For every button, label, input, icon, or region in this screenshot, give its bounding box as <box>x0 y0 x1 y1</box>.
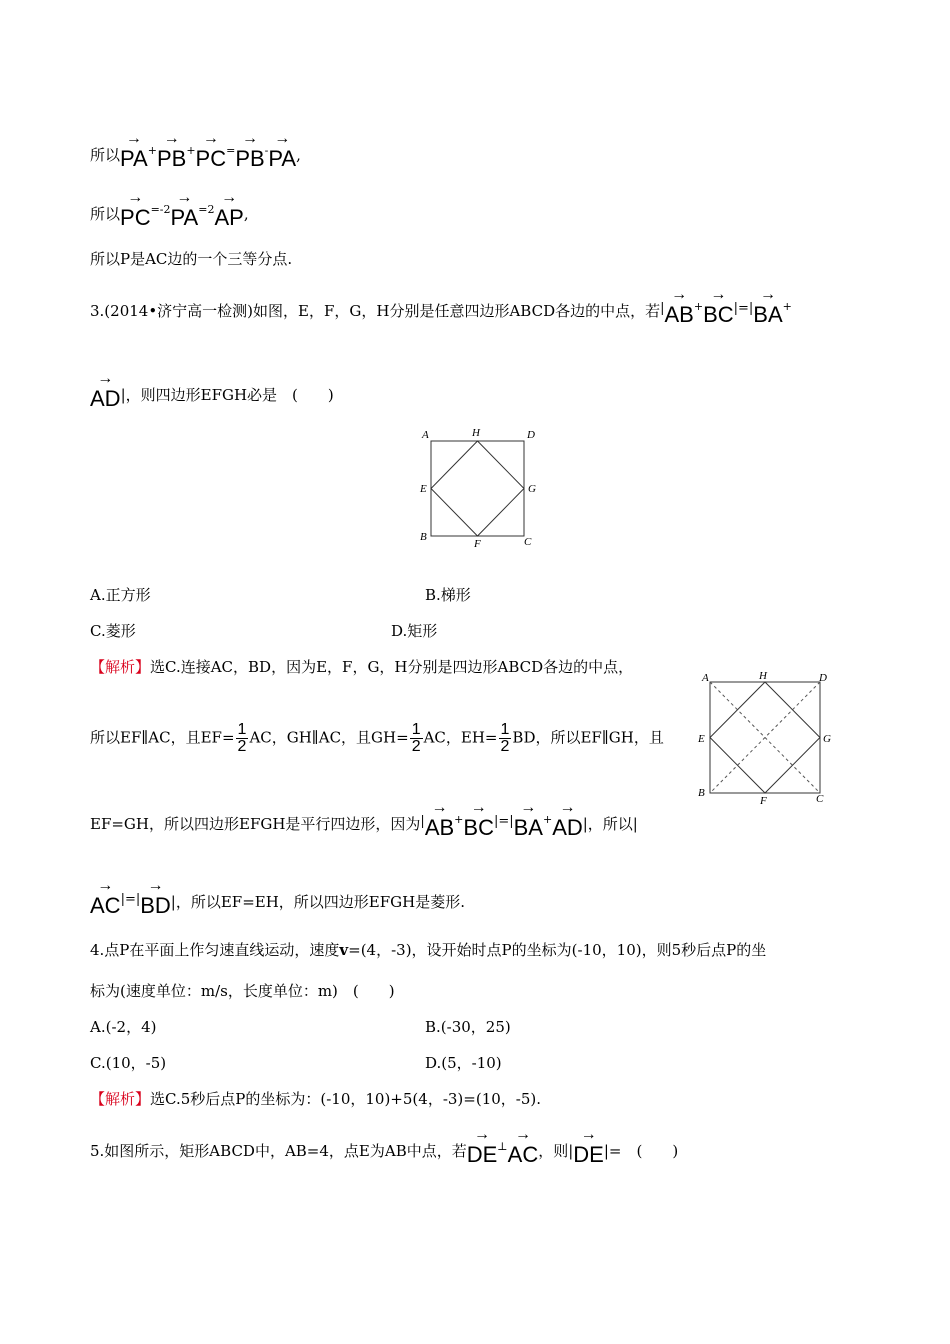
vector-ba: → BA <box>514 816 543 840</box>
inner-rhombus <box>431 441 524 536</box>
label-e: E <box>698 733 705 745</box>
question-3-line-2 <box>90 384 334 411</box>
text: 所以EF∥AC，且EF= <box>90 728 235 747</box>
label-c: C <box>816 793 824 805</box>
label-h: H <box>472 427 480 439</box>
abs-bar: | <box>420 814 425 829</box>
label-g: G <box>528 483 536 495</box>
text-line-1 <box>90 140 301 171</box>
vector-pb: → PB <box>235 147 264 171</box>
solution-tag: 【解析】 <box>90 1090 151 1108</box>
fraction-numerator: 1 <box>237 721 247 738</box>
option-d: D.矩形 <box>391 622 438 640</box>
text: AC，GH∥AC，且GH= <box>249 728 409 747</box>
solution-3-line-4 <box>90 889 465 918</box>
vector-de: → DE <box>573 1143 604 1167</box>
text: AC，EH= <box>423 728 498 747</box>
vector-pc: → PC <box>196 147 227 171</box>
fraction-numerator: 1 <box>411 721 421 738</box>
text: |= ( ) <box>603 1142 679 1160</box>
text: 选C.连接AC，BD，因为E，F，G，H分别是四边形ABCD各边的中点， <box>150 658 634 676</box>
label-g: G <box>823 733 831 745</box>
vector-ab: → AB <box>665 303 694 327</box>
label-a: A <box>702 672 709 684</box>
fraction-half <box>499 722 512 755</box>
vector-pa: → PA <box>120 147 148 171</box>
fraction-denominator: 2 <box>500 738 510 755</box>
text: 所以 <box>90 146 121 164</box>
solution-tag: 【解析】 <box>90 658 151 676</box>
text: , <box>296 146 301 164</box>
label-c: C <box>524 536 532 548</box>
label-h: H <box>759 670 767 682</box>
vector-ac: → AC <box>90 894 121 918</box>
fraction-denominator: 2 <box>411 738 421 755</box>
operator: + <box>782 300 792 313</box>
option-c: C.(10，-5) <box>90 1054 167 1072</box>
text: 5.如图所示，矩形ABCD中，AB=4，点E为AB中点，若 <box>90 1142 467 1160</box>
operator: + <box>147 144 157 157</box>
vector-bc: → BC <box>463 816 494 840</box>
vector-pa: → PA <box>171 206 199 230</box>
operator: = <box>226 144 236 157</box>
text: |，所以| <box>582 815 638 833</box>
velocity-symbol: v <box>339 941 349 959</box>
quadrilateral-figure <box>418 424 540 550</box>
fraction-numerator: 1 <box>500 721 510 738</box>
question-3-line-1 <box>90 296 792 327</box>
label-e: E <box>420 483 427 495</box>
abs-eq: |=| <box>733 301 754 316</box>
operator: - <box>264 144 269 157</box>
vector-ba: → BA <box>753 303 782 327</box>
abs-eq: |=| <box>120 892 141 907</box>
outer-rectangle <box>431 441 524 536</box>
text: =(4，-3)，设开始时点P的坐标为(-10，10)，则5秒后点P的坐 <box>348 941 767 959</box>
text: 所以 <box>90 205 121 223</box>
fraction-half <box>410 722 423 755</box>
question-4-line-1 <box>90 939 766 961</box>
label-d: D <box>527 429 535 441</box>
option-b: B.梯形 <box>425 586 471 604</box>
option-d: D.(5，-10) <box>425 1054 502 1072</box>
operator: + <box>186 144 196 157</box>
text-line-2 <box>90 199 249 230</box>
fraction-half <box>236 722 249 755</box>
label-f: F <box>760 795 767 807</box>
option-a: A.正方形 <box>90 586 151 604</box>
operator: =2 <box>198 203 215 216</box>
label-f: F <box>474 538 481 550</box>
operator: =-2 <box>150 203 171 216</box>
text: |，则四边形EFGH必是 ( ) <box>120 386 334 404</box>
fraction-denominator: 2 <box>237 738 247 755</box>
option-a: A.(-2，4) <box>90 1018 157 1036</box>
abs-bar: | <box>660 301 665 316</box>
option-b: B.(-30，25) <box>425 1018 511 1036</box>
vector-pb: → PB <box>157 147 186 171</box>
text: 3.(2014•济宁高一检测)如图，E，F，G，H分别是任意四边形ABCD各边的中点，若 <box>90 302 661 320</box>
option-c: C.菱形 <box>90 622 136 640</box>
solution-4 <box>90 1088 541 1110</box>
text: , <box>243 205 249 223</box>
solution-3-line-1 <box>90 656 633 678</box>
label-b: B <box>698 787 705 799</box>
question-5-line-1 <box>90 1136 678 1167</box>
vector-pa: → PA <box>268 147 296 171</box>
vector-bd: → BD <box>140 894 171 918</box>
text: BD，所以EF∥GH，且 <box>512 728 664 747</box>
solution-figure <box>694 668 844 810</box>
operator: + <box>693 300 704 313</box>
label-a: A <box>422 429 429 441</box>
text: 选C.5秒后点P的坐标为：(-10，10)+5(4，-3)=(10，-5). <box>150 1090 542 1108</box>
vector-pc: → PC <box>120 206 151 230</box>
vector-ad: → AD <box>552 816 583 840</box>
vector-bc: → BC <box>703 303 734 327</box>
text: ，则| <box>538 1142 574 1160</box>
vector-ap: → AP <box>214 206 243 230</box>
text: 4.点P在平面上作匀速直线运动，速度 <box>90 941 340 959</box>
vector-ad: → AD <box>90 387 121 411</box>
question-4-line-2: 标为(速度单位：m/s，长度单位：m) ( ) <box>90 982 395 1000</box>
vector-ab: → AB <box>425 816 454 840</box>
text-line-3: 所以P是AC边的一个三等分点. <box>90 250 293 268</box>
text: EF=GH，所以四边形EFGH是平行四边形，因为 <box>90 815 421 833</box>
vector-ac: → AC <box>508 1143 539 1167</box>
abs-eq: |=| <box>493 814 514 829</box>
solution-3-line-3 <box>90 809 638 840</box>
vector-de: → DE <box>467 1143 498 1167</box>
operator: + <box>454 813 464 826</box>
text: |，所以EF=EH，所以四边形EFGH是菱形. <box>170 893 465 911</box>
operator: + <box>542 813 553 826</box>
operator: ⊥ <box>497 1140 508 1153</box>
solution-3-line-2 <box>90 722 664 755</box>
label-d: D <box>819 672 827 684</box>
label-b: B <box>420 531 427 543</box>
